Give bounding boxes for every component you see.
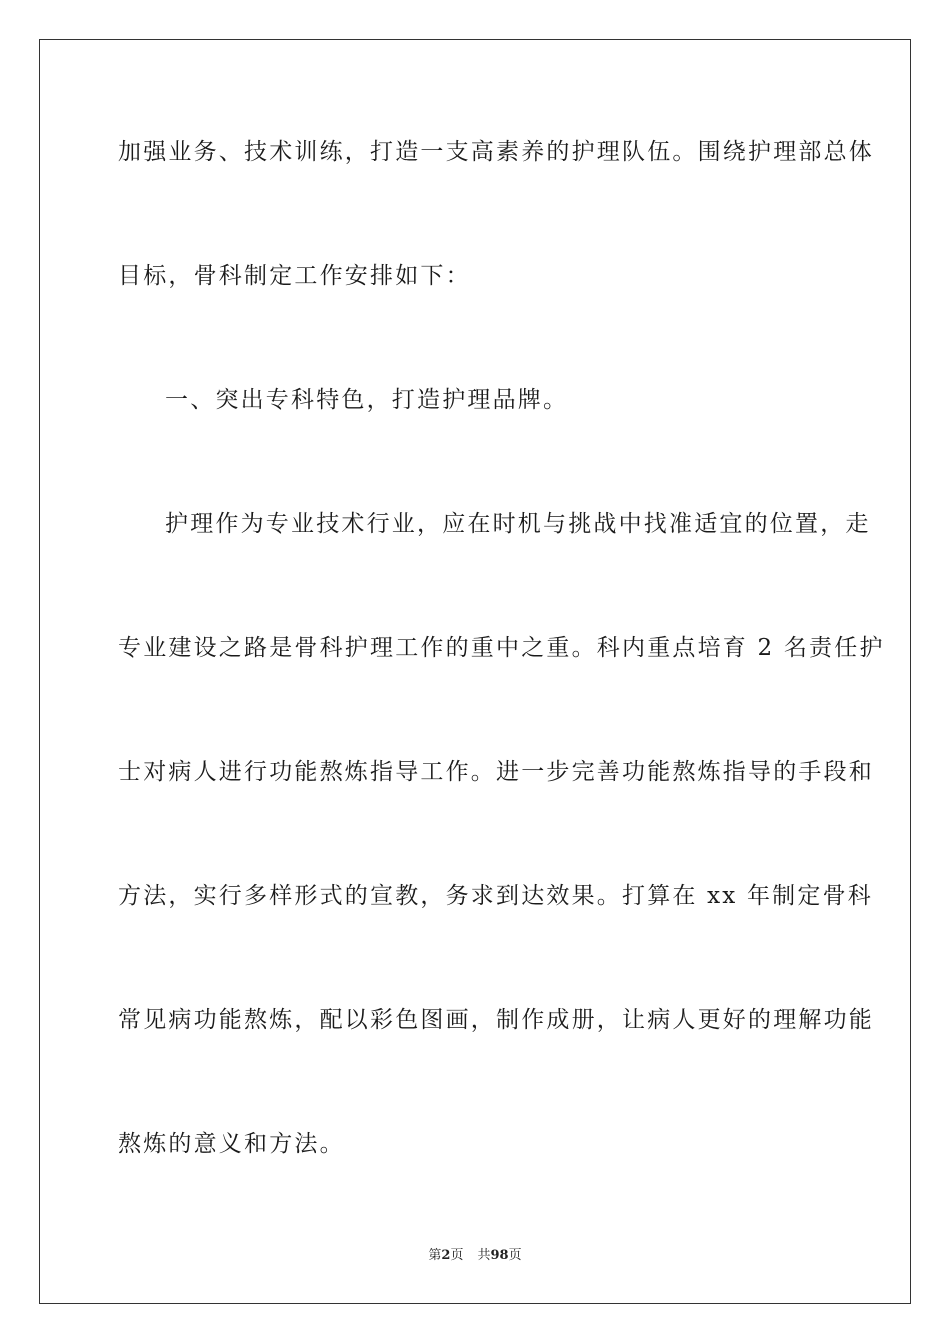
page-prefix: 第 — [428, 1248, 442, 1263]
text-line-1: 加强业务、技术训练，打造一支高素养的护理队伍。围绕护理部总体 — [118, 139, 874, 165]
section-heading: 一、突出专科特色，打造护理品牌。 — [165, 387, 569, 413]
page-border — [39, 39, 911, 1304]
page-footer — [0, 1247, 950, 1265]
text-line-8: 常见病功能熬炼，配以彩色图画，制作成册，让病人更好的理解功能 — [118, 1007, 874, 1033]
text-line-5: 专业建设之路是骨科护理工作的重中之重。科内重点培育 2 名责任护 — [118, 635, 885, 661]
text-line-6: 士对病人进行功能熬炼指导工作。进一步完善功能熬炼指导的手段和 — [118, 759, 874, 785]
total-suffix: 页 — [508, 1248, 522, 1263]
page-number: 2 — [441, 1248, 451, 1263]
page-suffix: 页 — [450, 1248, 464, 1263]
text-line-7: 方法，实行多样形式的宣教，务求到达效果。打算在 xx 年制定骨科 — [118, 883, 873, 909]
text-line-4: 护理作为专业技术行业，应在时机与挑战中找准适宜的位置，走 — [165, 511, 871, 537]
text-line-2: 目标，骨科制定工作安排如下： — [118, 263, 471, 289]
text-line-9: 熬炼的意义和方法。 — [118, 1131, 345, 1157]
total-pages: 98 — [490, 1248, 509, 1263]
total-prefix: 共 — [477, 1248, 491, 1263]
